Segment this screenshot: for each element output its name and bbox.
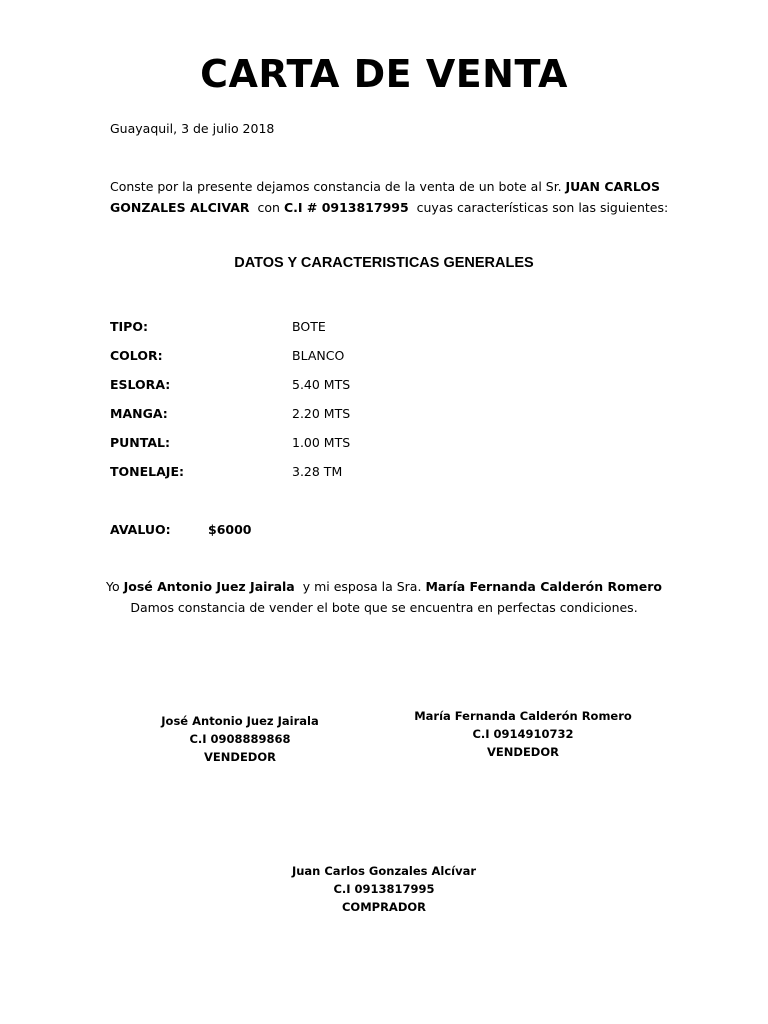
spec-label: PUNTAL: [110, 435, 170, 450]
declaration-yo: Yo [106, 579, 120, 594]
signature-seller-2 [383, 707, 663, 761]
spec-row-manga [110, 403, 510, 432]
intro-text-part3: cuyas características son las siguientes: [416, 200, 669, 215]
spec-label: ESLORA: [110, 377, 171, 392]
spec-value: 5.40 MTS [292, 377, 351, 392]
spec-label: TIPO: [110, 319, 148, 334]
spec-label: TONELAJE: [110, 464, 184, 479]
spec-label: COLOR: [110, 348, 163, 363]
signature-buyer [244, 862, 524, 916]
buyer-ci: C.I # 0913817995 [283, 200, 409, 215]
spec-value: BLANCO [292, 348, 345, 363]
document-date: Guayaquil, 3 de julio 2018 [110, 121, 275, 136]
signature-seller-1 [100, 712, 380, 766]
signature-ci: C.I 0908889868 [189, 732, 291, 746]
intro-paragraph [110, 176, 669, 218]
spec-row-puntal [110, 432, 510, 461]
declaration-paragraph [0, 576, 768, 618]
intro-line-1 [110, 176, 660, 197]
spec-value: 2.20 MTS [292, 406, 351, 421]
spec-value: 1.00 MTS [292, 435, 351, 450]
spec-row-color [110, 345, 510, 374]
declaration-line-1 [0, 576, 768, 597]
intro-text-part1: Conste por la presente dejamos constancia de la venta de un bote al Sr. [110, 179, 562, 194]
section-heading: DATOS Y CARACTERISTICAS GENERALES [234, 255, 534, 271]
spec-row-tipo [110, 316, 510, 345]
spec-value: BOTE [292, 319, 326, 334]
declaration-seller2: María Fernanda Calderón Romero [425, 579, 662, 594]
spec-value: 3.28 TM [292, 464, 343, 479]
signature-ci: C.I 0914910732 [472, 727, 574, 741]
signature-role: COMPRADOR [341, 900, 427, 914]
signature-role: VENDEDOR [487, 745, 559, 759]
spec-row-tonelaje [110, 461, 510, 490]
signature-ci: C.I 0913817995 [333, 882, 435, 896]
signature-name: María Fernanda Calderón Romero [414, 709, 632, 723]
avaluo-value: $6000 [208, 522, 252, 537]
spec-row-eslora [110, 374, 510, 403]
intro-line-2 [110, 197, 669, 218]
declaration-line-2: Damos constancia de vender el bote que se encuentra en perfectas condiciones. [130, 600, 638, 615]
spec-label: MANGA: [110, 406, 168, 421]
signature-name: José Antonio Juez Jairala [161, 714, 319, 728]
declaration-middle: y mi esposa la Sra. [302, 579, 422, 594]
avaluo-label: AVALUO: [110, 522, 171, 537]
buyer-name-line2: GONZALES ALCIVAR [110, 200, 250, 215]
specs-list [110, 316, 510, 490]
signature-role: VENDEDOR [204, 750, 276, 764]
buyer-name-line1: JUAN CARLOS [565, 179, 660, 194]
document-title: CARTA DE VENTA [200, 52, 568, 96]
declaration-seller1: José Antonio Juez Jairala [123, 579, 295, 594]
signature-name: Juan Carlos Gonzales Alcívar [291, 864, 477, 878]
intro-text-part2: con [257, 200, 280, 215]
